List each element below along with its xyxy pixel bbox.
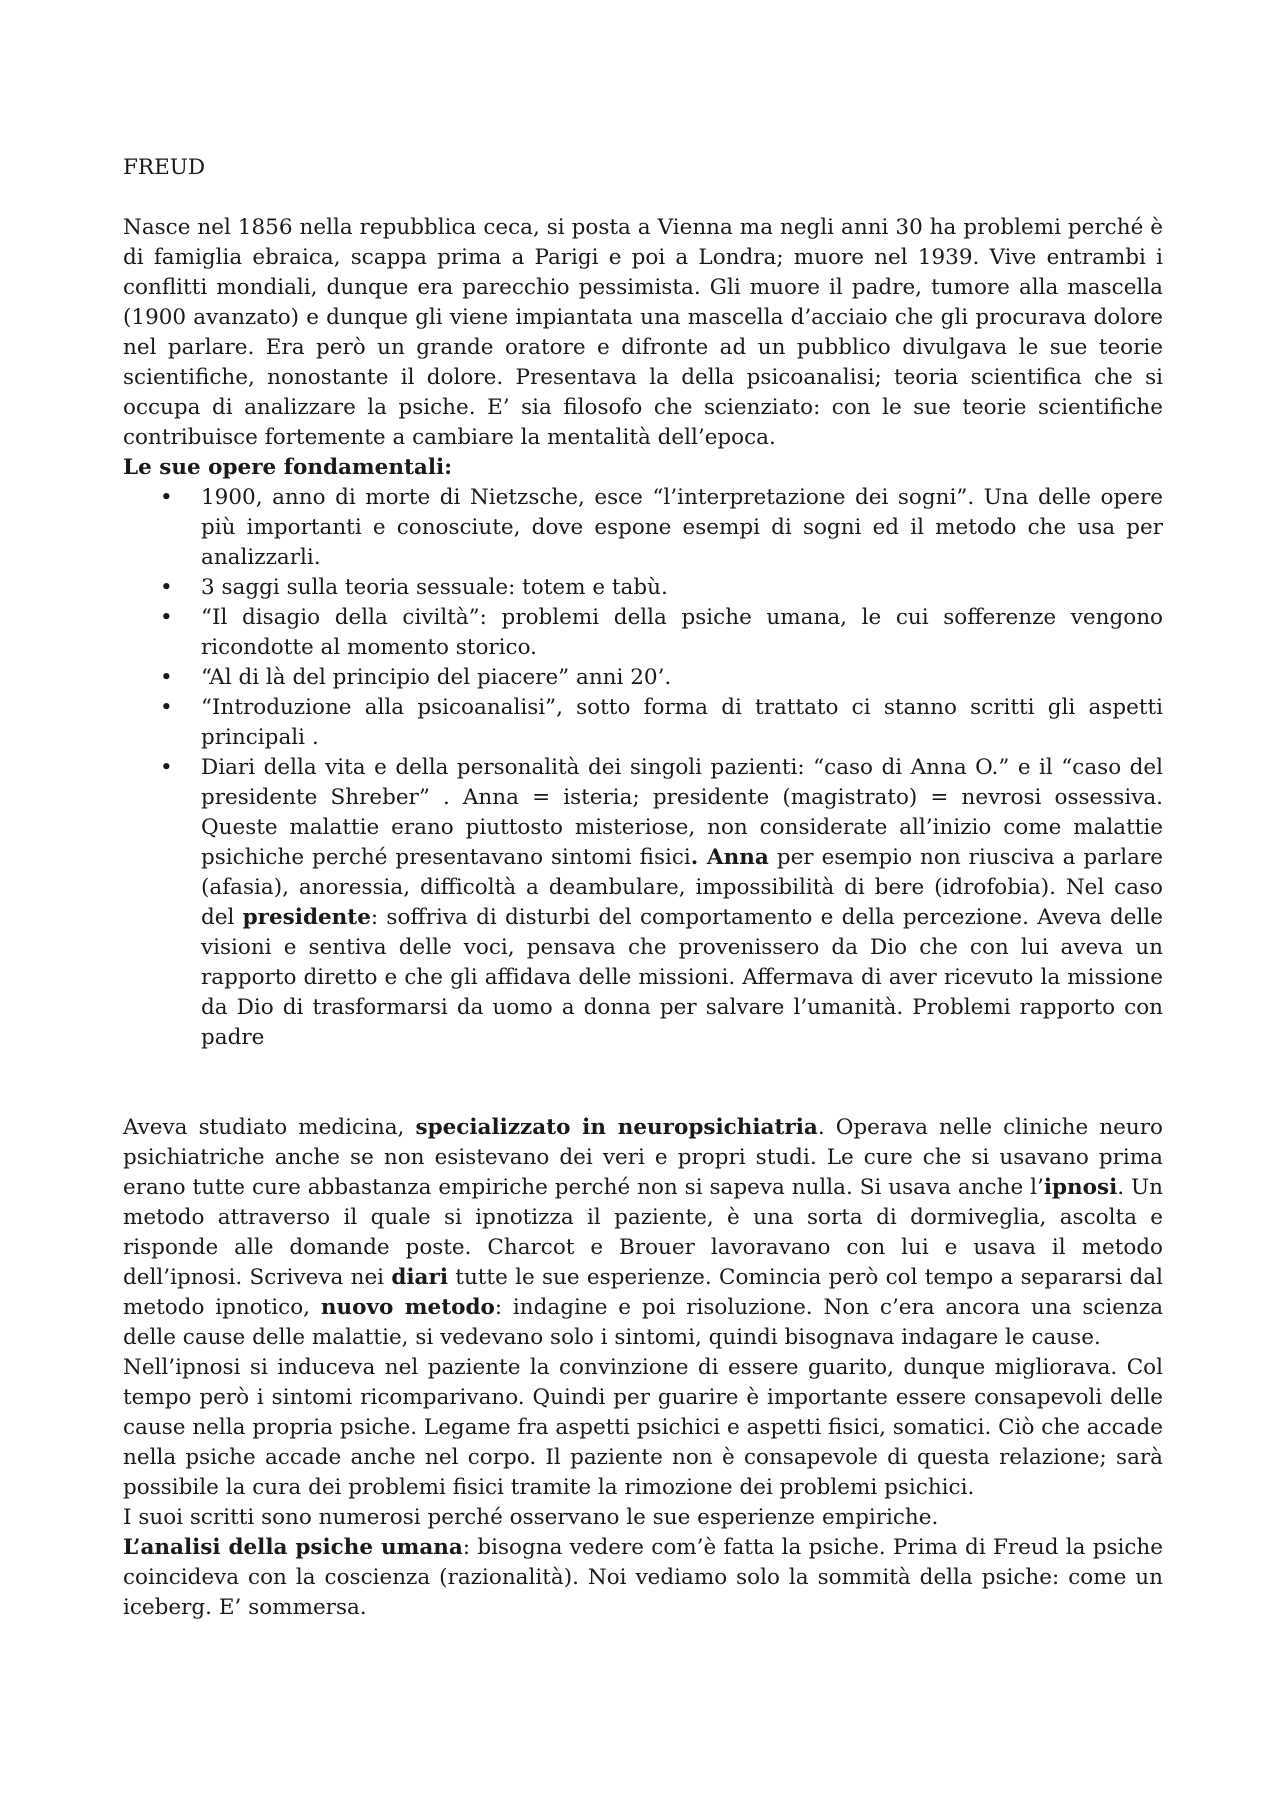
list-item: [123, 753, 1163, 1053]
works-list: [123, 483, 1163, 1053]
nuovo-metodo-bold: nuovo metodo: [320, 1295, 495, 1320]
diari-text-1: Diari della vita e della personalità dei singoli pazienti: “caso di Anna O.” e il “caso del presidente Shreber” . Anna = isteria; presidente (magistrato) = nevrosi ossessiva. Queste malattie erano piuttosto misteriose, non considerate all’inizio come malattie psichiche perché presentavano sintomi fisici: [201, 755, 1163, 870]
works-heading: Le sue opere fondamentali:: [123, 455, 453, 480]
intro-paragraph: Nasce nel 1856 nella repubblica ceca, si posta a Vienna ma negli anni 30 ha problemi perché è di famiglia ebraica, scappa prima a Parigi e poi a Londra; muore nel 1939. Vive entrambi i conflitti mondiali, dunque era parecchio pessimista. Gli muore il padre, tumore alla mascella (1900 avanzato) e dunque gli viene impiantata una mascella d’acciaio che gli procurava dolore nel parlare. Era però un grande oratore e difronte ad un pubblico divulgava le sue teorie scientifiche, nonostante il dolore. Presentava la della psicoanalisi; teoria scientifica che si occupa di analizzare la psiche. E’ sia filosofo che scienziato: con le sue teorie scientifiche contribuisce fortemente a cambiare la mentalità dell’epoca.: [123, 215, 1163, 450]
list-item-text: 3 saggi sulla teoria sessuale: totem e tabù.: [201, 575, 668, 600]
psyche-text: : bisogna vedere com’è fatta la psiche. Prima di Freud la psiche coincideva con la coscienza (razionalità). Noi vediamo solo la sommità della psiche: come un iceberg. E’ sommersa.: [123, 1535, 1163, 1620]
section-spacer: [123, 1053, 1163, 1113]
list-item: [123, 663, 1163, 693]
diari-bold: diari: [391, 1265, 448, 1290]
document-body: [123, 153, 1163, 1623]
list-item: [123, 573, 1163, 603]
list-item: [123, 483, 1163, 573]
presidente-bold: presidente: [242, 905, 371, 930]
writings-paragraph: I suoi scritti sono numerosi perché osservano le sue esperienze empiriche.: [123, 1505, 939, 1530]
analisi-psiche-bold: L’analisi della psiche umana: [123, 1535, 463, 1560]
medicine-text-1: Aveva studiato medicina,: [123, 1115, 416, 1140]
bullet-icon: •: [160, 695, 173, 720]
list-item-text: 1900, anno di morte di Nietzsche, esce “l’interpretazione dei sogni”. Una delle opere più importanti e conosciute, dove espone esempi di sogni ed il metodo che usa per analizzarli.: [201, 485, 1163, 570]
anna-bold: . Anna: [690, 845, 769, 870]
medicine-text-2: . Operava nelle cliniche neuro psichiatriche anche se non esistevano dei veri e propri studi. Le cure che si usavano prima erano tutte cure abbastanza empiriche perché non si sapeva nulla. Si usava anche l’: [123, 1115, 1163, 1200]
list-item-text: “Introduzione alla psicoanalisi”, sotto forma di trattato ci stanno scritti gli aspetti principali .: [201, 695, 1163, 750]
ipnosi-bold: ipnosi: [1043, 1175, 1118, 1200]
medicine-text-3: . Un metodo attraverso il quale si ipnotizza il paziente, è una sorta di dormiveglia, ascolta e risponde alle domande poste. Charcot e Brouer lavoravano con lui e usava il metodo dell’ipnosi. Scriveva nei: [123, 1175, 1163, 1290]
bullet-icon: •: [160, 485, 173, 510]
list-item-text: “Il disagio della civiltà”: problemi della psiche umana, le cui sofferenze vengono ricondotte al momento storico.: [201, 605, 1163, 660]
bullet-icon: •: [160, 605, 173, 630]
diari-text-3: : soffriva di disturbi del comportamento e della percezione. Aveva delle visioni e sentiva delle voci, pensava che provenissero da Dio che con lui aveva un rapporto diretto e che gli affidava delle missioni. Affermava di aver ricevuto la missione da Dio di trasformarsi da uomo a donna per salvare l’umanità. Problemi rapporto con padre: [201, 905, 1163, 1050]
medicine-text-4: tutte le sue esperienze. Comincia però col tempo a separarsi dal metodo ipnotico,: [123, 1265, 1163, 1320]
psyche-analysis-paragraph: [123, 1533, 1163, 1623]
bullet-icon: •: [160, 755, 173, 780]
list-item: [123, 603, 1163, 663]
list-item: [123, 693, 1163, 753]
bullet-icon: •: [160, 665, 173, 690]
document-title: FREUD: [123, 155, 206, 180]
bullet-icon: •: [160, 575, 173, 600]
hypnosis-paragraph: Nell’ipnosi si induceva nel paziente la convinzione di essere guarito, dunque migliorava. Col tempo però i sintomi ricomparivano. Quindi per guarire è importante essere consapevoli delle cause nella propria psiche. Legame fra aspetti psichici e aspetti fisici, somatici. Ciò che accade nella psiche accade anche nel corpo. Il paziente non è consapevole di questa relazione; sarà possibile la cura dei problemi fisici tramite la rimozione dei problemi psichici.: [123, 1355, 1163, 1500]
medicine-text-5: : indagine e poi risoluzione. Non c’era ancora una scienza delle cause delle malattie, si vedevano solo i sintomi, quindi bisognava indagare le cause.: [123, 1295, 1164, 1350]
neuropsichiatria-bold: specializzato in neuropsichiatria: [415, 1115, 818, 1140]
medicine-paragraph: [123, 1113, 1163, 1353]
list-item-text: [201, 755, 1163, 1050]
list-item-text: “Al di là del principio del piacere” anni 20’.: [201, 665, 672, 690]
diari-text-2: per esempio non riusciva a parlare (afasia), anoressia, difficoltà a deambulare, impossibilità di bere (idrofobia). Nel caso del: [201, 845, 1163, 930]
